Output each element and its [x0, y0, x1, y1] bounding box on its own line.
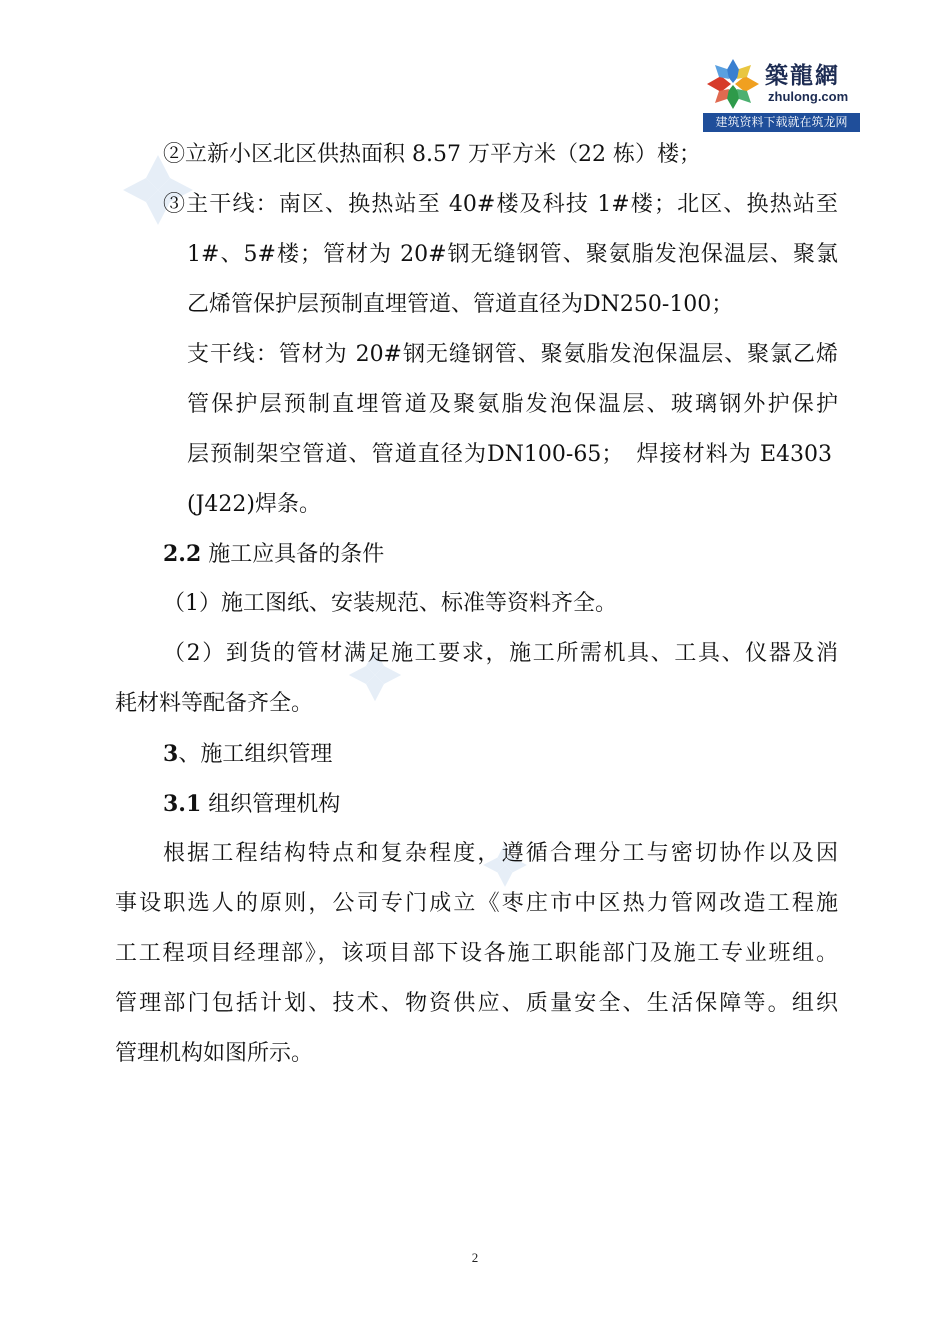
text-line: 管理机构如图所示。: [115, 1041, 314, 1066]
heading-number: 3.1: [163, 791, 202, 817]
text-line: 层预制架空管道、管道直径为DN100-65； 焊接材料为 E4303: [187, 442, 832, 467]
heading-number: 3: [163, 741, 179, 767]
text-line: (J422)焊条。: [187, 492, 321, 517]
text-line: 工工程项目经理部》，该项目部下设各施工职能部门及施工专业班组。: [115, 941, 838, 966]
heading-text: 、施工组织管理: [178, 742, 333, 767]
page-number: 2: [471, 1250, 479, 1265]
text-line: 1#、5#楼；管材为 20#钢无缝钢管、聚氨脂发泡保温层、聚氯: [187, 242, 838, 267]
logo-domain: zhulong.com: [768, 89, 849, 104]
heading-text: 施工应具备的条件: [201, 542, 385, 567]
zhulong-logo: [703, 55, 860, 133]
logo-name: 築龍網: [765, 63, 840, 89]
text-line: 支干线：管材为 20#钢无缝钢管、聚氨脂发泡保温层、聚氯乙烯: [187, 342, 838, 367]
text-line: ②立新小区北区供热面积 8.57 万平方米（22 栋）楼；: [163, 142, 701, 167]
section-heading-3-1: [163, 789, 340, 820]
text-line: 管理部门包括计划、技术、物资供应、质量安全、生活保障等。组织: [115, 991, 838, 1016]
text-line: 乙烯管保护层预制直埋管道、管道直径为DN250-100；: [187, 292, 734, 317]
text-line: （2）到货的管材满足施工要求，施工所需机具、工具、仪器及消: [163, 641, 838, 666]
logo-tagline: 建筑资料下载就在筑龙网: [715, 115, 848, 129]
heading-number: 2.2: [163, 541, 202, 567]
text-line: （1）施工图纸、安装规范、标准等资料齐全。: [163, 591, 617, 616]
section-heading-3: [163, 739, 332, 770]
text-line: ③主干线：南区、换热站至 40#楼及科技 1#楼；北区、换热站至: [163, 192, 838, 217]
text-line: 事设职选人的原则，公司专门成立《枣庄市中区热力管网改造工程施: [115, 891, 838, 916]
text-line: 根据工程结构特点和复杂程度，遵循合理分工与密切协作以及因: [163, 841, 838, 866]
text-line: 耗材料等配备齐全。: [115, 691, 314, 716]
text-line: 管保护层预制直埋管道及聚氨脂发泡保温层、玻璃钢外护保护: [187, 392, 838, 417]
heading-text: 组织管理机构: [201, 792, 341, 817]
section-heading-2-2: [163, 539, 384, 570]
logo-snowflake-icon: [705, 57, 761, 111]
